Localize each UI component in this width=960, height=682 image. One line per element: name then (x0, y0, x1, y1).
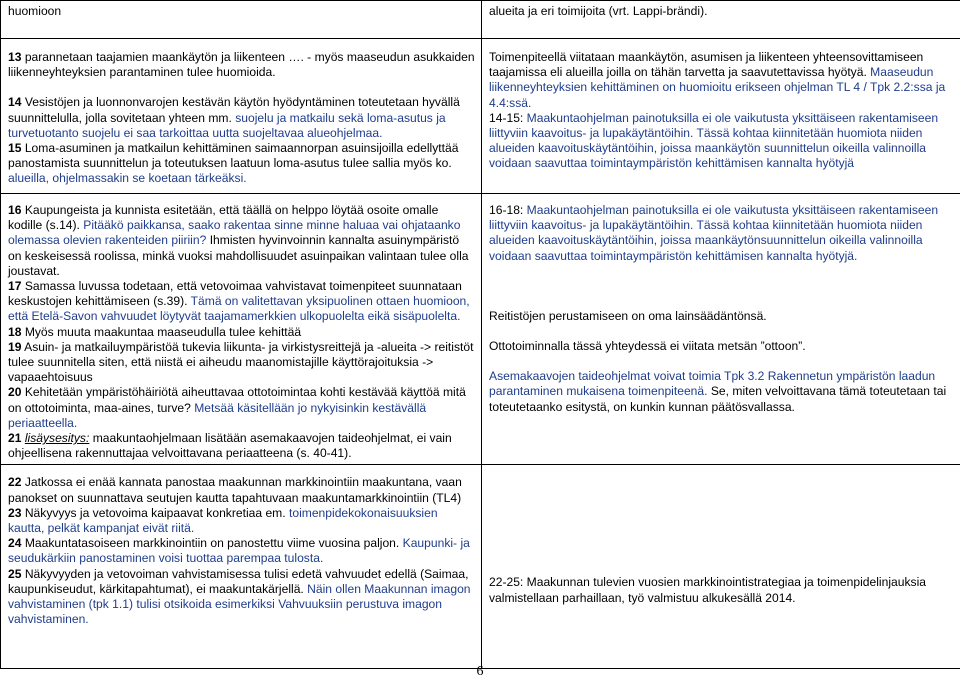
response-22-25: 22-25: Maakunnan tulevien vuosien markkinointistrategiaa ja toimenpidelinjauksia valmistellaan parhaillaan, työ valmistuu alkukesällä 2014. (489, 575, 926, 605)
comment-21: 21 lisäysesitys: maakuntaohjelmaan lisätään asemakaavojen taideohjelmat, ei vain ohjeellisena rakennuttajaa velvoittavana periaatteena (s. 40-41). (8, 431, 452, 461)
response-14-15: 14-15: Maakuntaohjelman painotuksilla ei ole vaikutusta yksittäiseen rakentamiseen liittyviin kaavoitus- ja lupakäytäntöihin. Tässä kohtaa kiinnitetään huomiota niiden alueiden kaavoituskäytäntöihin, joissa maankäytön suunnittelun oikeilla valinnoilla voidaan saavuttaa toimintaympäristön kehittämisen kannalta hyötyjä (489, 110, 939, 171)
comment-20: 20 Kehitetään ympäristöhäiriötä aiheuttavaa ottotoimintaa kohti kestävää käyttöä mitä on ottotoiminta, maa-aines, turve? Metsää käsitellään jo nykyisinkin kestävällä periaatteella. (8, 385, 466, 430)
comment-15: 15 Loma-asuminen ja matkailun kehittäminen saimaannorpan asuinsijoilla edellyttää panostamista suunnittelun ja toteutuksen laatuun loma-asutus tulee sallia myös ko. alueilla, ohjelmassakin se koetaan tärkeäksi. (8, 141, 459, 186)
comment-24: 24 Maakuntatasoiseen markkinointiin on panostettu viime vuosina paljon. Kaupunki- ja seudukärkiin panostaminen voisi tuottaa parempaa tulosta. (8, 536, 470, 566)
response-cell (482, 39, 960, 194)
response-20: Ottotoiminnalla tässä yhteydessä ei viitata metsän ”ottoon”. (489, 339, 806, 354)
table-row (1, 194, 960, 465)
comment-17: 17 Samassa luvussa todetaan, että vetovoimaa vahvistavat toimenpiteet suunnataan keskustojen kehittämiseen (s.39). Tämä on valitettavan yksipuolinen ottaen huomioon, että Etelä-Savon vahvuudet löytyvät taajamamerkkien ulkopuolelta eikä sisäpuolelta. (8, 279, 470, 324)
comment-19: 19 Asuin- ja matkailuympäristöä tukevia liikunta- ja virkistysreittejä ja -alueita -> reitistöt tulee suunnitella siten, että niistä ei aiheudu maanomistajille käyttörajoituksia -> vapaaehtoisuus (8, 339, 474, 385)
table-row (1, 465, 960, 669)
comment-cell (1, 1, 482, 39)
comment-22: 22 Jatkossa ei enää kannata panostaa maakunnan markkinointiin maakuntana, vaan panokset on suunnattava seutujen kautta tapahtuvaan maakuntamarkkinointiin (TL4) (8, 475, 462, 505)
comment-16: 16 Kaupungeista ja kunnista esitetään, että täällä on helppo löytää osoite omalle kodille (s.14). Pitääkö paikkansa, saako rakentaa sinne minne haluaa vai ohjataanko olemassa olevien rakenteiden piiriin? Ihmisten hyvinvoinnin kannalta asuinympäristö on keskeisessä roolissa, minkä vuoksi mahdollisuudet asuinpaikan valintaan tulee olla joustavat. (8, 203, 469, 278)
response-19: Reitistöjen perustamiseen on oma lainsäädäntönsä. (489, 308, 767, 323)
comment-23: 23 Näkyvyys ja vetovoima kaipaavat konkretiaa em. toimenpidekokonaisuuksien kautta, pelkät kampanjat eivät riitä. (8, 505, 438, 536)
comment-14: 14 Vesistöjen ja luonnonvarojen kestävän käytön hyödyntäminen toteutetaan hyvällä suunnittelulla, jolla sovitetaan yhteen mm. suojelu ja matkailu sekä loma-asutus ja turvetuotanto suojelu ei saa tarkoittaa uutta suojeltavaa alueohjelmaa. (8, 95, 460, 140)
comment-cell (1, 194, 482, 465)
response-16-18: 16-18: Maakuntaohjelman painotuksilla ei ole vaikutusta yksittäiseen rakentamiseen liittyviin kaavoitus- ja lupakäytäntöihin. Tässä kohtaa kiinnitetään huomiota niiden alueiden kaavoituskäytäntöihin, joissa maankäytönsuunnittelun oikeilla valinnoilla voidaan saavuttaa toimintaympäristön kehittämisen kannalta hyötyjä. (489, 203, 939, 263)
response-cell (482, 465, 960, 669)
response-cell (482, 1, 960, 39)
response-13: Toimenpiteellä viitataan maankäytön, asumisen ja liikenteen yhteensovittamiseen taajamissa eli alueilla joilla on tähän tarvetta ja saavutettavissa hyötyä. Maaseudun liikenneyhteyksien kehittäminen on huomioitu erikseen ohjelman TL 4 / Tpk 2.2:ssa ja 4.4:ssä. (489, 50, 946, 110)
comment-25: 25 Näkyvyyden ja vetovoiman vahvistamisessa tulisi edetä vahvuudet edellä (Saimaa, kaupunkiseudut, kärkitapahtumat), ei maakuntakärjellä. Näin ollen Maakunnan imagon vahvistaminen (tpk 1.1) tulisi otsikoida esimerkiksi Vahvuuksiin perustuva imagon vahvistaminen. (8, 566, 471, 627)
table-row (1, 39, 960, 194)
comment-13: 13 parannetaan taajamien maankäytön ja liikenteen …. - myös maaseudun asukkaiden liikenneyhteyksien parantaminen tulee huomioida. (8, 50, 475, 80)
comment-text: huomioon (8, 4, 62, 18)
response-21: Asemakaavojen taideohjelmat voivat toimia Tpk 3.2 Rakennetun ympäristön laadun parantaminen mukaisena toimenpiteenä. Se, miten velvoittavana tämä toteutetaan tai toteutetaanko esitystä, on kunkin kunnan päätösvallassa. (489, 369, 947, 414)
comment-18: 18 Myös muuta maakuntaa maaseudulla tulee kehittää (8, 324, 302, 339)
response-cell (482, 194, 960, 465)
comment-cell (1, 39, 482, 194)
comment-cell (1, 465, 482, 669)
table-row (1, 1, 960, 39)
response-text: alueita ja eri toimijoita (vrt. Lappi-brändi). (489, 4, 708, 18)
page-number: 6 (476, 664, 484, 679)
